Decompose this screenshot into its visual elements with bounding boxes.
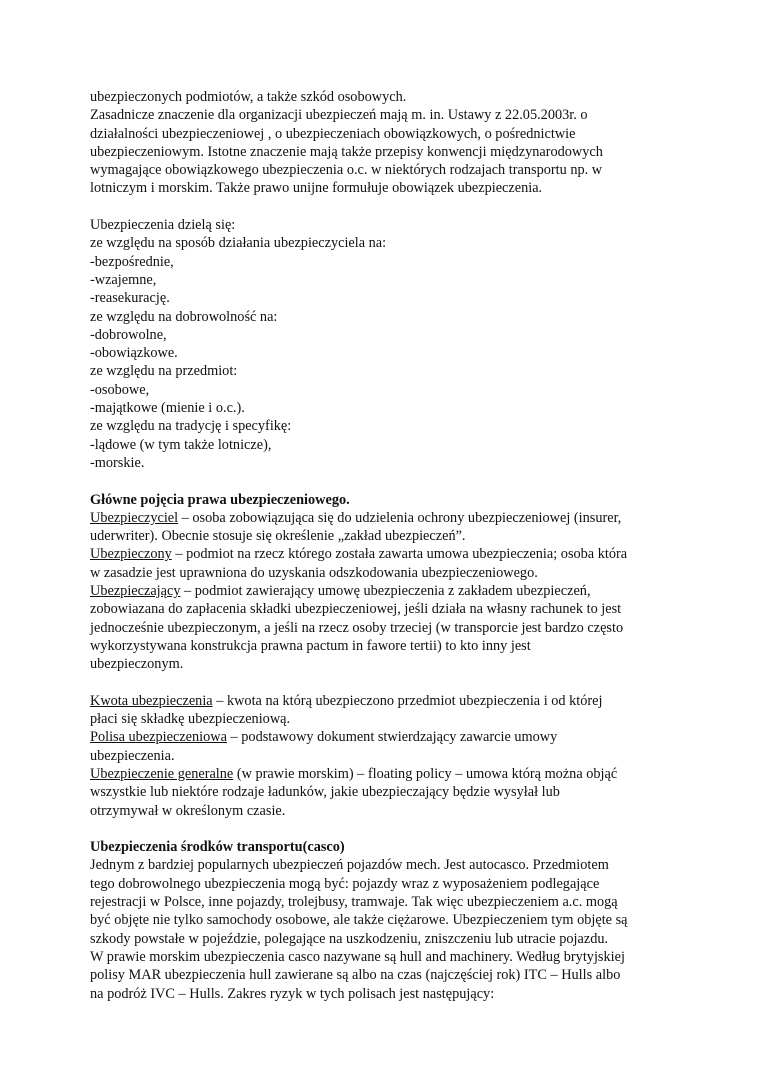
definition-text: – podmiot na rzecz którego została zawarta umowa ubezpieczenia; osoba która	[171, 546, 628, 563]
text-line: wymagające obowiązkowego ubezpieczenia o.c. w niektórych rodzajach transportu np. w	[90, 162, 603, 179]
term: Ubezpieczający	[90, 583, 181, 600]
definition-line	[90, 765, 690, 783]
text-line: uderwriter). Obecnie stosuje się określenie „zakład ubezpieczeń”.	[90, 528, 466, 545]
term: Kwota ubezpieczenia	[90, 692, 213, 709]
intro-paragraph	[90, 88, 690, 198]
definition-line	[90, 728, 690, 746]
term: Ubezpieczenie generalne	[90, 765, 234, 782]
document-page	[90, 88, 690, 1003]
classification-list	[90, 216, 690, 472]
text-line: szkody powstałe w pojeździe, polegające na uszkodzeniu, zniszczeniu lub utracie pojazdu.	[90, 930, 609, 947]
spacer	[90, 198, 690, 216]
text-line: ze względu na przedmiot:	[90, 363, 238, 380]
definitions-block-2	[90, 692, 690, 820]
text-line: rejestracji w Polsce, inne pojazdy, trolejbusy, tramwaje. Tak więc ubezpieczeniem a.c. mogą	[90, 894, 618, 911]
text-line: ze względu na dobrowolność na:	[90, 308, 278, 325]
list-item: -osobowe,	[90, 381, 150, 398]
list-item: -reasekurację.	[90, 290, 170, 307]
text-line: na podróż IVC – Hulls. Zakres ryzyk w tych polisach jest następujący:	[90, 985, 495, 1002]
definition-text: – kwota na którą ubezpieczono przedmiot ubezpieczenia i od której	[212, 692, 603, 709]
definitions-block	[90, 509, 690, 674]
list-item: -obowiązkowe.	[90, 345, 178, 362]
definition-line	[90, 545, 690, 563]
text-line: ze względu na tradycję i specyfikę:	[90, 418, 292, 435]
section-heading: Główne pojęcia prawa ubezpieczeniowego.	[90, 491, 350, 508]
casco-paragraph	[90, 856, 690, 1002]
definition-line	[90, 509, 690, 527]
text-line: ubezpieczeniowym. Istotne znaczenie mają także przepisy konwencji międzynarodowych	[90, 143, 603, 160]
text-line: ubezpieczonym.	[90, 656, 184, 673]
text-line: W prawie morskim ubezpieczenia casco nazywane są hull and machinery. Według brytyjskiej	[90, 948, 625, 965]
spacer	[90, 820, 690, 838]
text-line: działalności ubezpieczeniowej , o ubezpieczeniach obowiązkowych, o pośrednictwie	[90, 125, 576, 142]
list-item: -morskie.	[90, 454, 145, 471]
text-line: ubezpieczonych podmiotów, a także szkód osobowych.	[90, 89, 407, 105]
text-line: tego dobrowolnego ubezpieczenia mogą być: pojazdy wraz z wyposażeniem podlegające	[90, 875, 600, 892]
definition-text: – podmiot zawierający umowę ubezpieczenia z zakładem ubezpieczeń,	[180, 583, 591, 600]
text-line: Zasadnicze znaczenie dla organizacji ubezpieczeń mają m. in. Ustawy z 22.05.2003r. o	[90, 107, 588, 124]
text-line: Jednym z bardziej popularnych ubezpieczeń pojazdów mech. Jest autocasco. Przedmiotem	[90, 857, 609, 874]
definition-text: – osoba zobowiązująca się do udzielenia ochrony ubezpieczeniowej (insurer,	[178, 509, 622, 526]
text-line: wszystkie lub niektóre rodzaje ładunków, jakie ubezpieczający będzie wysyłał lub	[90, 784, 560, 801]
definition-text: (w prawie morskim) – floating policy – umowa którą można objąć	[233, 765, 618, 782]
text-line: Ubezpieczenia dzielą się:	[90, 217, 236, 234]
text-line: polisy MAR ubezpieczenia hull zawierane są albo na czas (najczęściej rok) ITC – Hulls albo	[90, 967, 621, 984]
text-line: otrzymywał w określonym czasie.	[90, 802, 286, 819]
spacer	[90, 472, 690, 490]
definition-line	[90, 692, 690, 710]
text-line: być objęte nie tylko samochody osobowe, ale także ciężarowe. Ubezpieczeniem tym objęte są	[90, 912, 628, 929]
definition-line	[90, 582, 690, 600]
section-heading: Ubezpieczenia środków transportu(casco)	[90, 839, 345, 856]
text-line: ubezpieczenia.	[90, 747, 175, 764]
term: Ubezpieczyciel	[90, 509, 179, 526]
text-line: w zasadzie jest uprawniona do uzyskania odszkodowania ubezpieczeniowego.	[90, 564, 538, 581]
text-line: płaci się składkę ubezpieczeniową.	[90, 711, 291, 728]
text-line: zobowiazana do zapłacenia składki ubezpieczeniowej, jeśli działa na własny rachunek to jest	[90, 601, 622, 618]
term: Ubezpieczony	[90, 546, 172, 563]
text-line: wykorzystywana konstrukcja prawna pactum in fawore tertii) to kto inny jest	[90, 637, 531, 654]
list-item: -majątkowe (mienie i o.c.).	[90, 400, 245, 417]
definition-text: – podstawowy dokument stwierdzający zawarcie umowy	[226, 729, 558, 746]
text-line: lotniczym i morskim. Także prawo unijne formułuje obowiązek ubezpieczenia.	[90, 180, 543, 197]
list-item: -wzajemne,	[90, 271, 157, 288]
list-item: -lądowe (w tym także lotnicze),	[90, 436, 272, 453]
list-item: -bezpośrednie,	[90, 253, 174, 270]
list-item: -dobrowolne,	[90, 326, 167, 343]
spacer	[90, 674, 690, 692]
text-line: jednocześnie ubezpieczonym, a jeśli na rzecz osoby trzeciej (w transporcie jest bardzo często	[90, 619, 624, 636]
term: Polisa ubezpieczeniowa	[90, 729, 227, 746]
text-line: ze względu na sposób działania ubezpieczyciela na:	[90, 235, 387, 252]
